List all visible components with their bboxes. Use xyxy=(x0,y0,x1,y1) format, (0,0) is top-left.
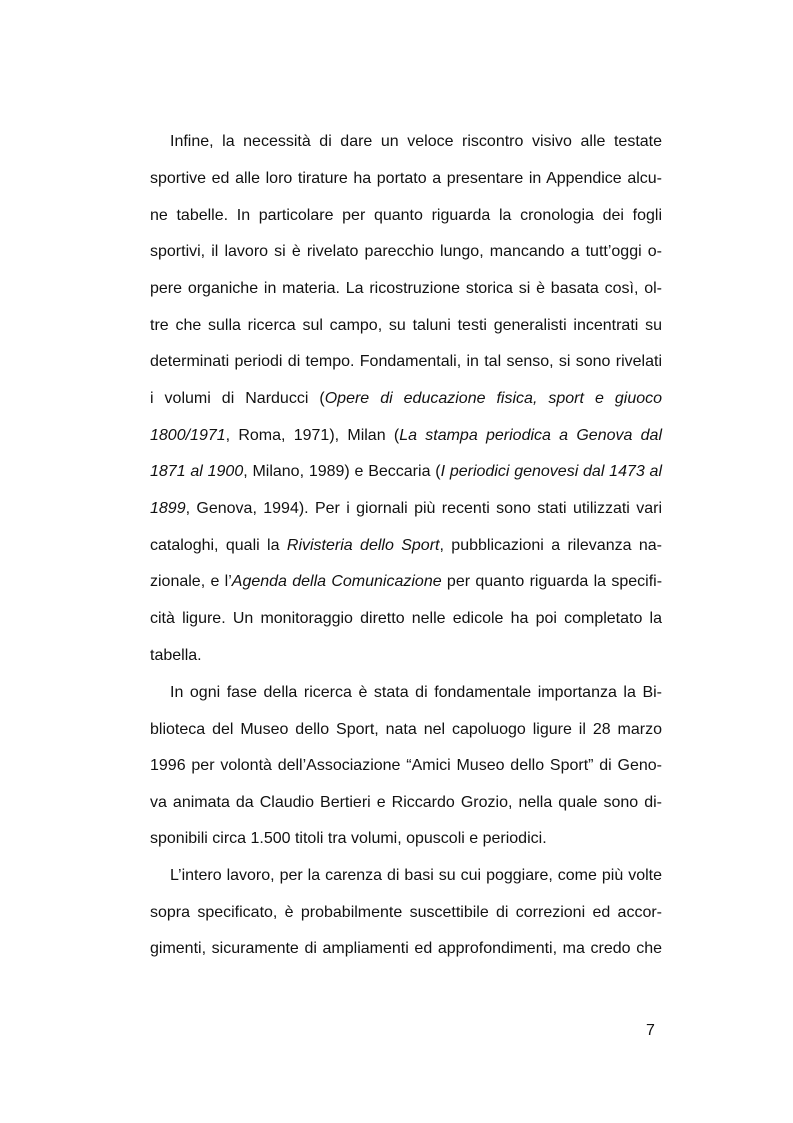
text-line xyxy=(150,308,662,344)
page-number: 7 xyxy=(646,1022,655,1039)
text-segment: Infine, la necessità di dare un veloce riscontro visivo alle testate xyxy=(170,133,662,150)
text-line xyxy=(150,271,662,307)
italic-segment: Rivisteria dello Sport xyxy=(286,537,440,554)
text-line xyxy=(150,124,662,160)
text-segment: tabella. xyxy=(150,647,202,664)
text-segment: , Milano, 1989) e Beccaria ( xyxy=(243,463,441,480)
text-segment: In ogni fase della ricerca è stata di fondamentale importanza la Bi- xyxy=(170,684,662,701)
text-line xyxy=(150,895,662,931)
text-segment: , pubblicazioni a rilevanza na- xyxy=(439,537,662,554)
text-line xyxy=(150,675,662,711)
text-line xyxy=(150,491,662,527)
italic-segment: La stampa periodica a Genova dal xyxy=(399,427,663,444)
italic-segment: Agenda della Comunicazione xyxy=(231,573,442,590)
text-segment: cataloghi, quali la xyxy=(150,537,287,554)
text-segment: , Genova, 1994). Per i giornali più recenti sono stati utilizzati vari xyxy=(185,500,662,517)
italic-segment: Opere di educazione fisica, sport e giuoco xyxy=(324,390,663,407)
text-segment: 1996 per volontà dell’Associazione “Amici Museo dello Sport” di Geno- xyxy=(150,757,662,774)
text-line xyxy=(150,418,662,454)
text-line xyxy=(150,748,662,784)
text-segment: pere organiche in materia. La ricostruzione storica si è basata così, ol- xyxy=(150,280,662,297)
text-line xyxy=(150,161,662,197)
text-segment: va animata da Claudio Bertieri e Riccardo Grozio, nella quale sono di- xyxy=(150,794,662,811)
text-line xyxy=(150,931,662,967)
text-segment: tre che sulla ricerca sul campo, su taluni testi generalisti incentrati su xyxy=(150,317,662,334)
text-segment: zionale, e l’ xyxy=(150,573,232,590)
italic-segment: 1871 al 1900 xyxy=(150,463,244,480)
text-segment: blioteca del Museo dello Sport, nata nel capoluogo ligure il 28 marzo xyxy=(150,721,662,738)
text-segment: sopra specificato, è probabilmente suscettibile di correzioni ed accor- xyxy=(150,904,662,921)
text-line xyxy=(150,528,662,564)
text-line xyxy=(150,198,662,234)
text-line xyxy=(150,344,662,380)
text-segment: cità ligure. Un monitoraggio diretto nelle edicole ha poi completato la xyxy=(150,610,662,627)
text-segment: sportive ed alle loro tirature ha portato a presentare in Appendice alcu- xyxy=(150,170,662,187)
text-line xyxy=(150,564,662,600)
text-line xyxy=(150,712,662,748)
italic-segment: 1899 xyxy=(150,500,186,517)
text-line xyxy=(150,785,662,821)
text-line xyxy=(150,454,662,490)
text-segment: i volumi di Narducci ( xyxy=(150,390,325,407)
text-line xyxy=(150,821,662,857)
text-segment: L’intero lavoro, per la carenza di basi su cui poggiare, come più volte xyxy=(170,867,662,884)
text-segment: sportivi, il lavoro si è rivelato parecchio lungo, mancando a tutt’oggi o- xyxy=(150,243,662,260)
text-line xyxy=(150,601,662,637)
text-segment: ne tabelle. In particolare per quanto riguarda la cronologia dei fogli xyxy=(150,207,662,224)
italic-segment: I periodici genovesi dal 1473 al xyxy=(440,463,663,480)
text-line xyxy=(150,858,662,894)
text-line xyxy=(150,638,662,674)
text-line xyxy=(150,234,662,270)
text-segment: determinati periodi di tempo. Fondamentali, in tal senso, si sono rivelati xyxy=(150,353,662,370)
italic-segment: 1800/1971 xyxy=(150,427,226,444)
text-segment: sponibili circa 1.500 titoli tra volumi, opuscoli e periodici. xyxy=(150,830,547,847)
text-line xyxy=(150,381,662,417)
text-segment: , Roma, 1971), Milan ( xyxy=(225,427,400,444)
text-segment: gimenti, sicuramente di ampliamenti ed approfondimenti, ma credo che xyxy=(150,940,662,957)
text-segment: per quanto riguarda la specifi- xyxy=(441,573,663,590)
